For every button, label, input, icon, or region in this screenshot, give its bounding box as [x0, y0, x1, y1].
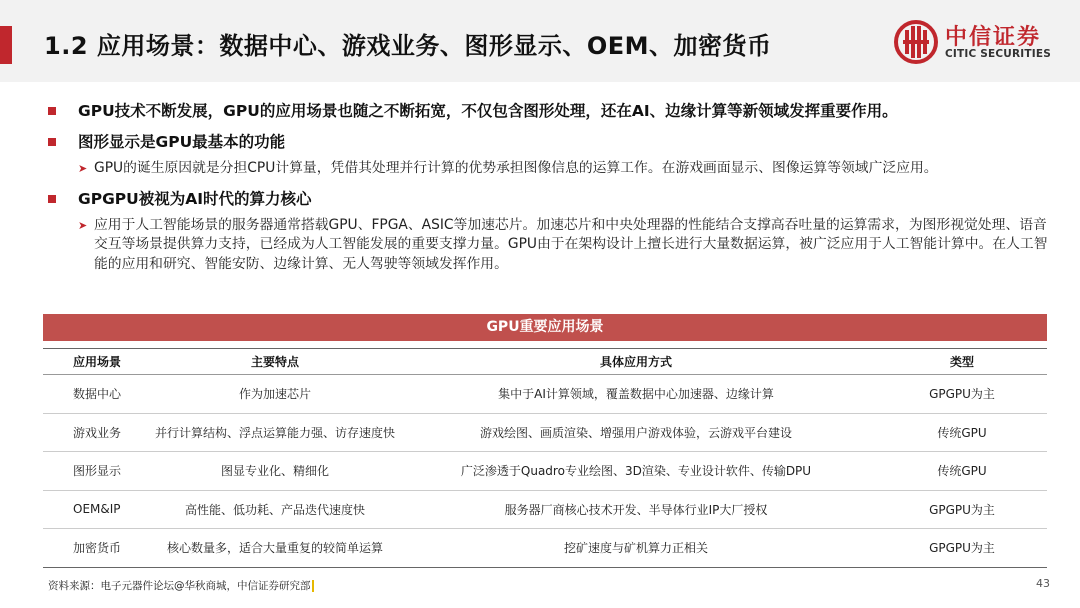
bullet-square-icon	[48, 107, 56, 115]
bullet-text: 图形显示是GPU最基本的功能	[78, 133, 286, 151]
text-cursor	[312, 580, 314, 592]
table-cell: 游戏业务	[43, 413, 155, 452]
table-cell: 传统GPU	[877, 452, 1047, 491]
arrow-right-icon: ➤	[78, 218, 88, 232]
table-row	[43, 452, 1047, 491]
table-cell: 集中于AI计算领域，覆盖数据中心加速器、边缘计算	[395, 375, 877, 414]
table-cell: 高性能、低功耗、产品迭代速度快	[155, 490, 395, 529]
table-cell: GPGPU为主	[877, 490, 1047, 529]
table-row	[43, 529, 1047, 568]
column-header: 具体应用方式	[395, 349, 877, 375]
table-cell: OEM&IP	[43, 490, 155, 529]
table-grid	[43, 348, 1047, 568]
application-table	[43, 314, 1047, 568]
table-row	[43, 490, 1047, 529]
citic-emblem-icon	[893, 20, 939, 64]
sub-bullet-text: GPU的诞生原因就是分担CPU计算量，凭借其处理并行计算的优势承担图像信息的运算工作。在游戏画面显示、图像运算等领域广泛应用。	[94, 160, 938, 176]
table-cell: 传统GPU	[877, 413, 1047, 452]
table-cell: 挖矿速度与矿机算力正相关	[395, 529, 877, 568]
column-header: 应用场景	[43, 349, 155, 375]
slide-title: 1.2 应用场景：数据中心、游戏业务、图形显示、OEM、加密货币	[44, 32, 772, 60]
sub-bullet-item	[48, 159, 1048, 179]
sub-bullet-item	[48, 216, 1048, 275]
column-header: 主要特点	[155, 349, 395, 375]
page-number: 43	[1036, 577, 1050, 590]
bullet-item	[48, 100, 1048, 122]
table-header-row	[43, 349, 1047, 375]
table-cell: 图显专业化、精细化	[155, 452, 395, 491]
bullet-square-icon	[48, 195, 56, 203]
table-cell: 加密货币	[43, 529, 155, 568]
table-cell: 并行计算结构、浮点运算能力强、访存速度快	[155, 413, 395, 452]
bullet-item	[48, 131, 1048, 153]
table-cell: 广泛渗透于Quadro专业绘图、3D渲染、专业设计软件、传输DPU	[395, 452, 877, 491]
title-accent-bar	[0, 26, 12, 64]
column-header: 类型	[877, 349, 1047, 375]
logo-text-cn: 中信证券	[945, 25, 1042, 50]
table-cell: 数据中心	[43, 375, 155, 414]
bullet-text: GPGPU被视为AI时代的算力核心	[78, 189, 312, 208]
bullet-item	[48, 188, 1048, 210]
bullet-square-icon	[48, 138, 56, 146]
citic-logo	[893, 18, 1063, 66]
bullet-text: GPU技术不断发展，GPU的应用场景也随之不断拓宽，不仅包含图形处理，还在AI、边缘计算等新领域发挥重要作用。	[78, 102, 898, 120]
logo-text-en: CITIC SECURITIES	[945, 48, 1052, 60]
table-row	[43, 413, 1047, 452]
sub-bullet-text: 应用于人工智能场景的服务器通常搭载GPU、FPGA、ASIC等加速芯片。加速芯片和中央处理器的性能结合支撑高吞吐量的运算需求，为图形视觉处理、语音交互等场景提供算力支持，已经成为人工智能发展的重要支撑力量。GPU由于在架构设计上擅长进行大量数据运算，被广泛应用于人工智能计算中。在人工智能的应用和研究、智能安防、边缘计算、无人驾驶等领域发挥作用。	[94, 216, 1048, 272]
table-cell: 图形显示	[43, 452, 155, 491]
table-cell: 服务器厂商核心技术开发、半导体行业IP大厂授权	[395, 490, 877, 529]
table-cell: 作为加速芯片	[155, 375, 395, 414]
source-text: 资料来源：电子元器件论坛@华秋商城，中信证券研究部	[48, 580, 311, 592]
table-cell: 核心数量多，适合大量重复的较简单运算	[155, 529, 395, 568]
table-row	[43, 375, 1047, 414]
source-note	[48, 578, 314, 593]
table-cell: GPGPU为主	[877, 375, 1047, 414]
arrow-right-icon: ➤	[78, 162, 88, 175]
table-cell: 游戏绘图、画质渲染、增强用户游戏体验，云游戏平台建设	[395, 413, 877, 452]
table-cell: GPGPU为主	[877, 529, 1047, 568]
bullet-list	[48, 100, 1048, 274]
table-title: GPU重要应用场景	[43, 314, 1047, 341]
